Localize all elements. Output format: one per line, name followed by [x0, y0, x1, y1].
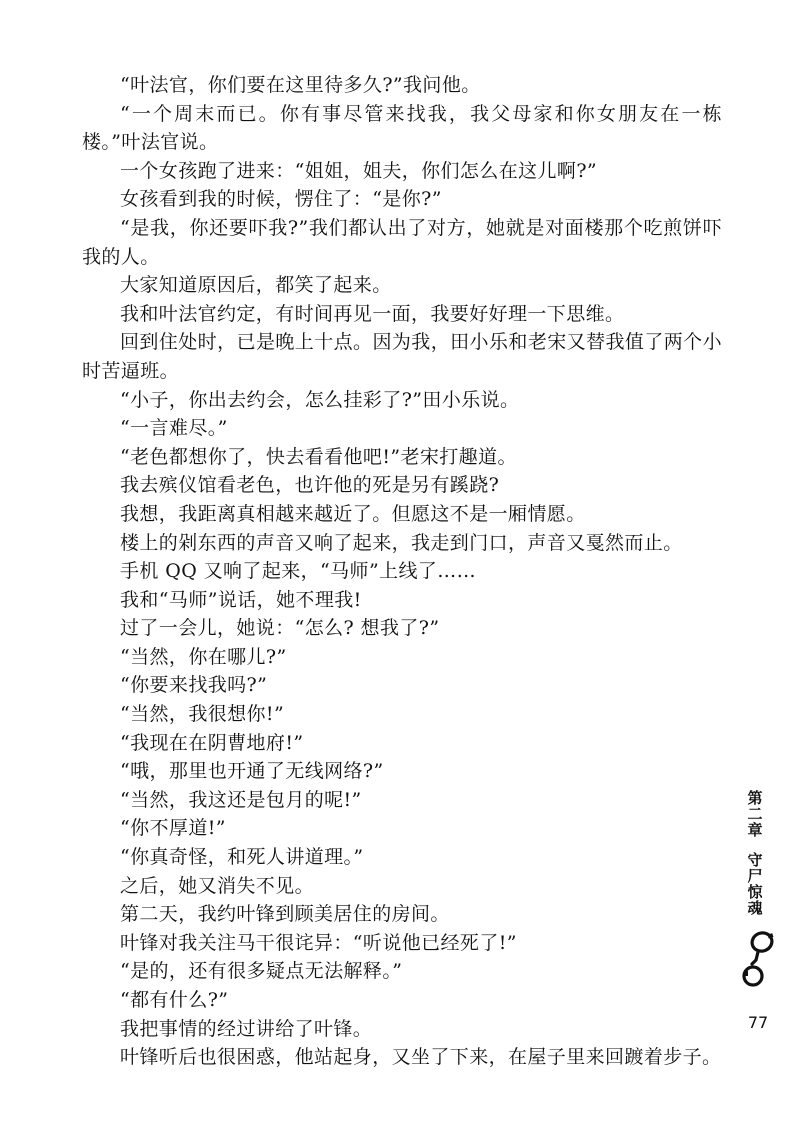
- body-paragraph: 女孩看到我的时候，愣住了：“是你?”: [120, 188, 442, 211]
- body-paragraph: “一个周末而已。你有事尽管来找我，我父母家和你女朋友在一栋楼。”叶法官说。: [82, 102, 722, 154]
- body-paragraph: “都有什么?”: [120, 989, 229, 1011]
- body-paragraph: 我把事情的经过讲给了叶锋。: [120, 1017, 373, 1040]
- body-paragraph: 一个女孩跑了进来：“姐姐，姐夫，你们怎么在这儿啊?”: [120, 159, 598, 182]
- body-paragraph: 叶锋听后也很困惑，他站起身，又坐了下来，在屋子里来回踱着步子。: [120, 1046, 722, 1069]
- handcuffs-icon: [740, 928, 778, 990]
- body-paragraph: “哦，那里也开通了无线网络?”: [120, 760, 384, 783]
- body-paragraph: 我想，我距离真相越来越近了。但愿这不是一厢情愿。: [120, 502, 586, 525]
- body-paragraph: “老色都想你了，快去看看他吧!”老宋打趣道。: [120, 445, 517, 468]
- body-paragraph: “小子，你出去约会，怎么挂彩了?”田小乐说。: [120, 388, 520, 411]
- body-paragraph: 回到住处时，已是晚上十点。因为我，田小乐和老宋又替我值了两个小时苦逼班。: [82, 331, 722, 382]
- body-paragraph: 之后，她又消失不见。: [120, 874, 315, 897]
- page-body: [82, 71, 722, 1072]
- body-paragraph: “当然，我这还是包月的呢!”: [120, 788, 362, 811]
- body-paragraph: 我和叶法官约定，有时间再见一面，我要好好理一下思维。: [120, 302, 625, 325]
- body-paragraph: “是的，还有很多疑点无法解释。”: [120, 960, 403, 983]
- chapter-margin-label: [740, 790, 770, 916]
- body-paragraph: “是我，你还要吓我?”我们都认出了对方，她就是对面楼那个吃煎饼吓我的人。: [82, 216, 722, 268]
- body-paragraph: “当然，我很想你!”: [120, 703, 285, 726]
- body-paragraph: 叶锋对我关注马干很诧异：“听说他已经死了!”: [120, 931, 517, 954]
- body-paragraph: “一言难尽。”: [120, 417, 228, 440]
- body-paragraph: 楼上的剁东西的声音又响了起来，我走到门口，声音又戛然而止。: [120, 531, 683, 554]
- body-paragraph: 大家知道原因后，都笑了起来。: [120, 274, 392, 297]
- body-paragraph: “我现在在阴曹地府!”: [120, 731, 304, 754]
- chapter-label: 第二章: [745, 790, 764, 838]
- chapter-title: 守尸惊魂: [745, 852, 764, 916]
- page-number: 77: [747, 1013, 769, 1032]
- body-paragraph: 我和“马师”说话，她不理我!: [120, 588, 362, 611]
- body-paragraph: 我去殡仪馆看老色，也许他的死是另有蹊跷?: [120, 474, 500, 497]
- body-paragraph: 第二天，我约叶锋到顾美居住的房间。: [120, 903, 450, 926]
- body-paragraph: 过了一会儿，她说：“怎么? 想我了?”: [120, 617, 440, 640]
- body-paragraph: “你要来找我吗?”: [120, 674, 268, 697]
- body-paragraph: “你真奇怪，和死人讲道理。”: [120, 846, 364, 869]
- body-paragraph: “叶法官，你们要在这里待多久?”我问他。: [120, 74, 481, 96]
- body-paragraph: “当然，你在哪儿?”: [120, 645, 287, 668]
- body-paragraph: 手机 QQ 又响了起来，“马师”上线了……: [120, 560, 477, 583]
- body-paragraph: “你不厚道!”: [120, 817, 226, 840]
